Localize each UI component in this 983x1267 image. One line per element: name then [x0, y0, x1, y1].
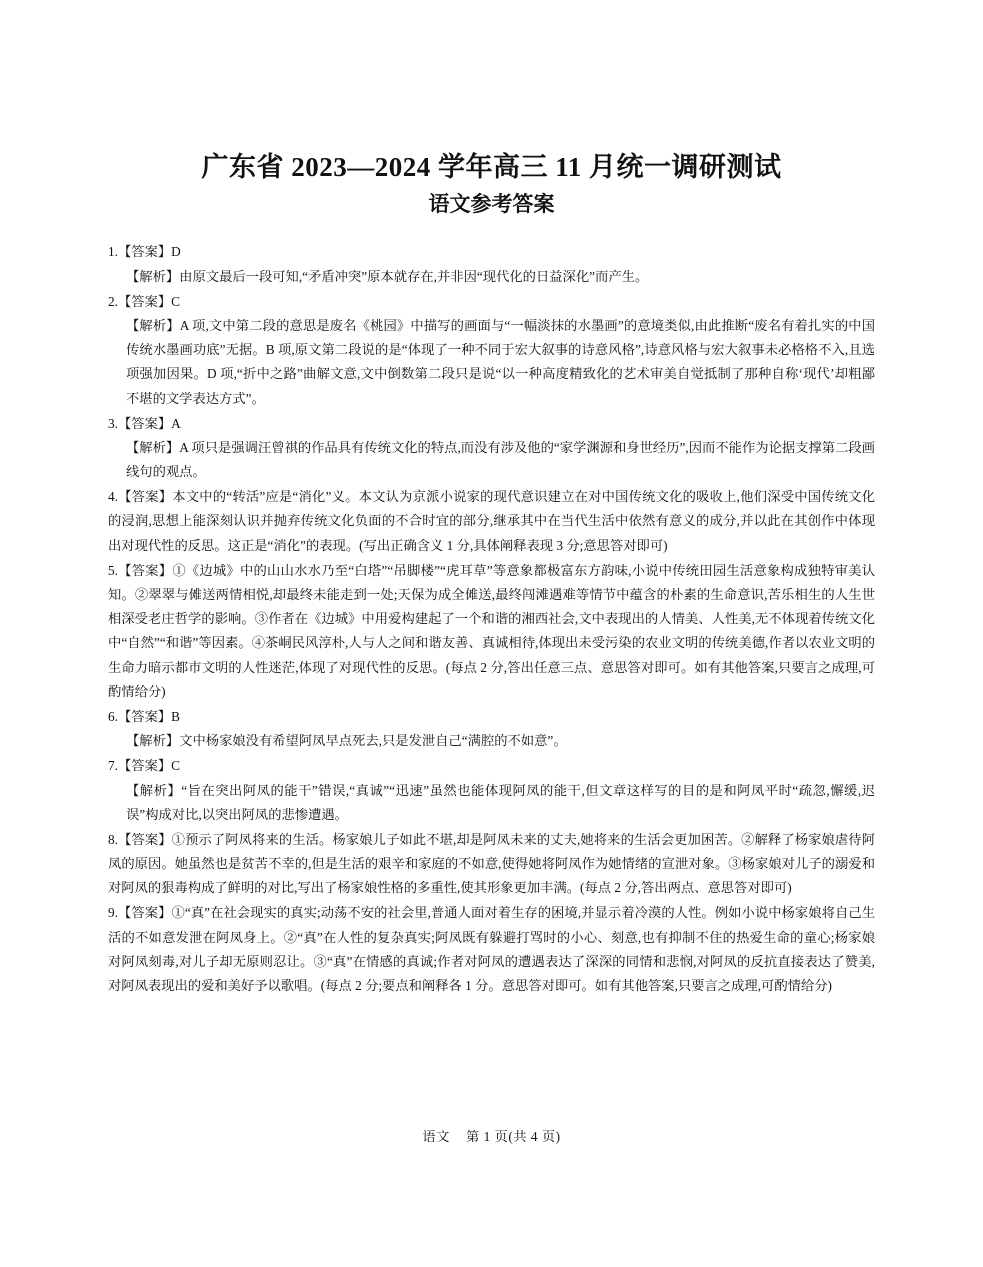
answer-line — [108, 290, 875, 314]
answer-explanation: 【解析】“旨在突出阿凤的能干”错误,“真诚”“迅速”虽然也能体现阿凤的能干,但文章这样写的目的是和阿凤平时“疏忽,懈缓,迟误”构成对比,以突出阿凤的悲惨遭遇。 — [126, 782, 875, 822]
answer-item-4 — [108, 485, 875, 558]
answer-value: ①《边城》中的山山水水乃至“白塔”“吊脚楼”“虎耳草”等意象都极富东方韵味,小说中传统田园生活意象构成独特审美认知。②翠翠与傩送两情相悦,却最终未能走到一处;天保为成全傩送,最终闯滩遇难等情节中蕴含的朴素的生命意识,苦乐相生的人生世相深受老庄哲学的影响。③作者在《边城》中用爱构建起了一个和谐的湘西社会,文中表现出的人情美、人性美,无不体现着传统文化中“自然”“和谐”等因素。④茶峒民风淳朴,人与人之间和谐友善、真诚相待,体现出未受污染的农业文明的传统美德,作者以农业文明的生命力暗示都市文明的人性迷茫,体现了对现代性的反思。(每点 2 分,答出任意三点、意思答对即可。如有其他答案,只要言之成理,可酌情给分) — [108, 562, 876, 699]
answer-label: 【答案】 — [117, 293, 172, 309]
answer-label: 【答案】 — [117, 489, 173, 505]
answer-explanation: 【解析】文中杨家娘没有希望阿凤早点死去,只是发泄自己“满腔的不如意”。 — [126, 733, 567, 749]
answer-item-2 — [108, 290, 875, 411]
answer-value: 本文中的“转活”应是“消化”义。本文认为京派小说家的现代意识建立在对中国传统文化的吸收上,他们深受中国传统文化的浸润,思想上能深刻认识并抛弃传统文化负面的不合时宜的部分,继承其中在当代生活中依然有意义的成分,并以此在其创作中体现出对现代性的反思。这正是“消化”的表现。(写出正确含义 1 分,具体阐释表现 3 分;意思答对即可) — [108, 489, 876, 553]
answer-label: 【答案】 — [117, 758, 172, 774]
answer-label: 【答案】 — [117, 708, 172, 724]
footer-subject: 语文 — [422, 1129, 450, 1144]
answer-explanation: 【解析】A 项,文中第二段的意思是废名《桃园》中描写的画面与“一幅淡抹的水墨画”的意境类似,由此推断“废名有着扎实的中国传统水墨画功底”无据。B 项,原文第二段说的是“体现了一种不同于宏大叙事的诗意风格”,诗意风格与宏大叙事未必格格不入,且选项强加因果。D 项,“折中之路”曲解文意,文中倒数第二段只是说“以一种高度精致化的艺术审美自觉抵制了那种自称‘现代’却粗鄙不堪的文学表达方式”。 — [126, 317, 875, 406]
page-subtitle: 语文参考答案 — [428, 192, 555, 217]
answer-value: D — [171, 244, 181, 260]
answer-value: C — [171, 293, 181, 309]
answer-number: 6. — [108, 708, 118, 724]
answer-item-9 — [108, 901, 875, 998]
answer-item-1 — [108, 240, 875, 288]
answer-line — [108, 705, 875, 729]
answer-value: ①“真”在社会现实的真实;动荡不安的社会里,普通人面对着生存的困境,并显示着冷漠的人性。例如小说中杨家娘将自己生活的不如意发泄在阿凤身上。②“真”在人性的复杂真实;阿凤既有躲避打骂时的小心、刻意,也有抑制不住的热爱生命的童心;杨家娘对阿凤刻毒,对儿子却无原则忍让。③“真”在情感的真诚;作者对阿凤的遭遇表达了深深的同情和悲悯,对阿凤的反抗直接表达了赞美,对阿凤表现出的爱和美好予以歌唱。(每点 2 分;要点和阐释各 1 分。意思答对即可。如有其他答案,只要言之成理,可酌情给分) — [108, 905, 875, 994]
answer-item-8 — [108, 828, 875, 901]
answer-line — [108, 828, 875, 901]
answer-value: A — [171, 415, 181, 431]
answer-number: 1. — [108, 244, 118, 260]
answer-line — [108, 412, 875, 436]
answers-list — [108, 240, 875, 998]
answer-line — [108, 559, 875, 704]
answer-number: 3. — [108, 415, 118, 431]
answer-explanation: 【解析】由原文最后一段可知,“矛盾冲突”原本就存在,并非因“现代化的日益深化”而产生。 — [126, 268, 649, 284]
answer-value: C — [171, 758, 181, 774]
answer-number: 7. — [108, 758, 118, 774]
footer-page-number: 第 1 页(共 4 页) — [465, 1129, 561, 1144]
answer-item-5 — [108, 559, 875, 704]
answer-line — [108, 901, 875, 998]
answer-label: 【答案】 — [117, 905, 172, 921]
answer-item-6 — [108, 705, 875, 753]
page-title: 广东省 2023—2024 学年高三 11 月统一调研测试 — [201, 152, 782, 182]
answer-explanation: 【解析】A 项只是强调汪曾祺的作品具有传统文化的特点,而没有涉及他的“家学渊源和身世经历”,因而不能作为论据支撑第二段画线句的观点。 — [126, 439, 875, 480]
answer-number: 2. — [108, 293, 118, 309]
answer-label: 【答案】 — [117, 244, 172, 260]
answer-item-7 — [108, 754, 875, 827]
answer-label: 【答案】 — [117, 562, 173, 578]
answer-number: 9. — [108, 905, 118, 921]
answer-number: 4. — [108, 489, 118, 505]
answer-line — [108, 240, 875, 264]
answer-label: 【答案】 — [117, 831, 172, 847]
answer-number: 8. — [108, 831, 118, 847]
answer-value: ①预示了阿凤将来的生活。杨家娘儿子如此不堪,却是阿凤未来的丈夫,她将来的生活会更加困苦。②解释了杨家娘虐待阿凤的原因。她虽然也是贫苦不幸的,但是生活的艰辛和家庭的不如意,使得她将阿凤作为她情绪的宣泄对象。③杨家娘对儿子的溺爱和对阿凤的狠毒构成了鲜明的对比,写出了杨家娘性格的多重性,使其形象更加丰满。(每点 2 分,答出两点、意思答对即可) — [108, 831, 875, 896]
answer-number: 5. — [108, 562, 118, 578]
answer-label: 【答案】 — [117, 415, 172, 431]
answer-line — [108, 754, 875, 778]
answer-line — [108, 485, 875, 558]
answer-value: B — [171, 708, 181, 724]
page-footer — [0, 1126, 983, 1145]
answer-item-3 — [108, 412, 875, 485]
